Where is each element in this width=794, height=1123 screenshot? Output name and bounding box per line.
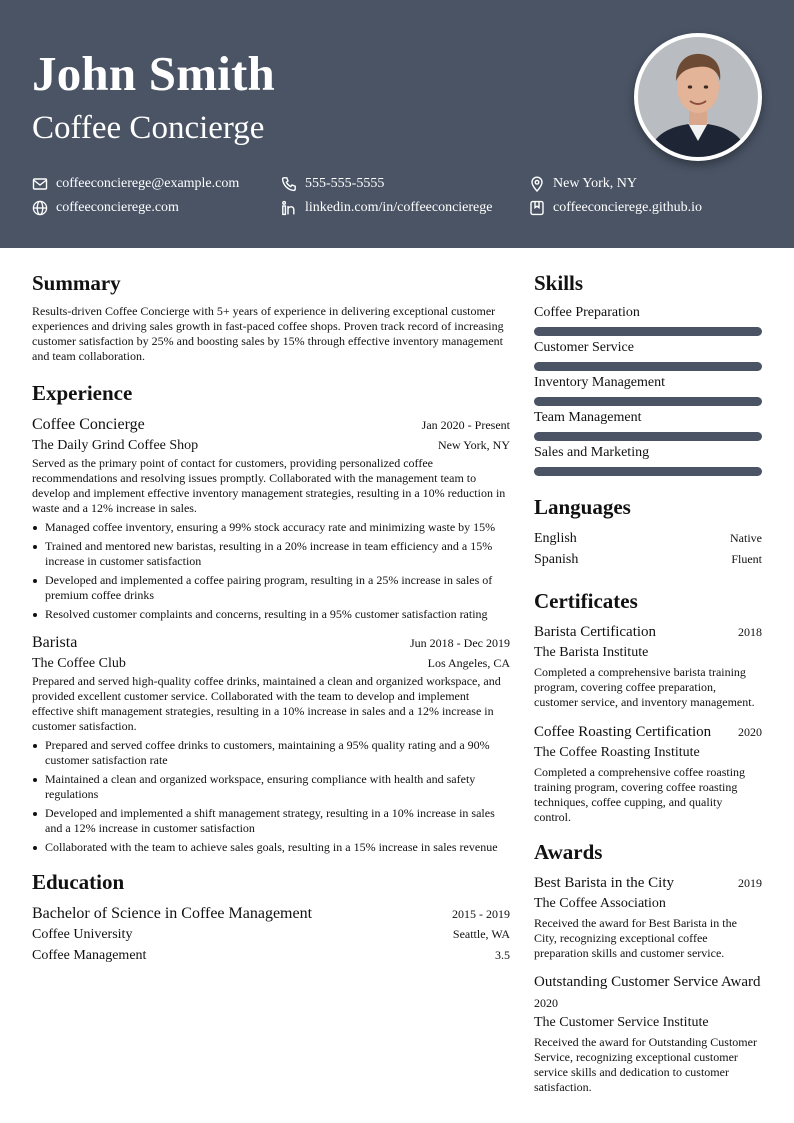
job-company: The Coffee Club <box>32 656 126 671</box>
certificate-item <box>534 722 762 825</box>
contact-linkedin-text: linkedin.com/in/coffeeconcierege <box>305 200 493 215</box>
awards-heading: Awards <box>534 840 603 864</box>
skill-name: Inventory Management <box>534 375 666 390</box>
skill-name: Team Management <box>534 410 642 425</box>
award-description: Received the award for Best Barista in the City, recognizing exceptional coffee preparation skills and customer service. <box>534 916 737 960</box>
profile-photo <box>634 33 762 161</box>
award-item <box>534 873 762 961</box>
job-title: Coffee Concierge <box>32 416 145 433</box>
education-field: Coffee Management <box>32 948 147 963</box>
list-item: Developed and implemented a coffee pairing program, resulting in a 25% increase in sales of premium coffee drinks <box>32 573 510 603</box>
language-name: English <box>534 531 577 546</box>
certificate-title: Barista Certification <box>534 624 657 640</box>
job-description: Prepared and served high-quality coffee drinks, maintained a clean and organized workspace, and provided excellent customer service. Collaborated with the team to develop and implement effective shift management strategies, resulting in a 10% increase in sales and a 12% increase in customer satisfaction. <box>32 674 501 733</box>
language-name: Spanish <box>534 552 579 567</box>
mail-icon <box>32 176 48 192</box>
skill-name: Sales and Marketing <box>534 445 650 460</box>
contact-linkedin[interactable] <box>281 199 493 217</box>
map-pin-icon <box>529 176 545 192</box>
skill-item <box>534 304 762 336</box>
certificate-issuer: The Barista Institute <box>534 645 649 660</box>
award-issuer: The Coffee Association <box>534 896 666 911</box>
certificates-section <box>534 588 762 825</box>
skill-bar <box>534 467 762 476</box>
certificates-heading: Certificates <box>534 589 638 613</box>
certificate-title: Coffee Roasting Certification <box>534 724 712 740</box>
skill-name: Coffee Preparation <box>534 305 640 320</box>
side-column <box>534 270 762 1095</box>
certificate-year: 2018 <box>738 625 762 639</box>
education-dates: 2015 - 2019 <box>452 907 510 921</box>
language-item <box>534 549 762 570</box>
certificate-description: Completed a comprehensive barista training program, covering coffee preparation, customer service, and inventory management. <box>534 665 755 709</box>
list-item: Developed and implemented a shift management strategy, resulting in a 10% increase in sales and a 12% increase in customer satisfaction <box>32 806 510 836</box>
award-issuer: The Customer Service Institute <box>534 1015 709 1030</box>
job-achievements <box>32 520 510 622</box>
job-dates: Jun 2018 - Dec 2019 <box>410 636 510 650</box>
contact-location-text: New York, NY <box>553 176 638 191</box>
list-item: Collaborated with the team to achieve sales goals, resulting in a 15% increase in sales revenue <box>32 840 510 855</box>
list-item: Managed coffee inventory, ensuring a 99% stock accuracy rate and minimizing waste by 15% <box>32 520 510 535</box>
languages-section <box>534 494 762 570</box>
award-year: 2020 <box>534 996 558 1010</box>
phone-icon <box>281 176 297 192</box>
list-item: Prepared and served coffee drinks to customers, maintaining a 95% quality rating and a 90% customer satisfaction rate <box>32 738 510 768</box>
experience-section <box>32 380 510 855</box>
summary-text: Results-driven Coffee Concierge with 5+ years of experience in delivering exceptional customer experiences and driving sales growth in fast-paced coffee shops. Proven track record of increasing customer satisfaction by 25% and boosting sales by 15% through effective inventory management and team collaboration. <box>32 304 504 363</box>
job-description: Served as the primary point of contact for customers, providing personalized coffee recommendations and resolving issues promptly. Collaborated with the management team to develop and implement effective inventory management strategies, resulting in a 10% reduction in waste and a 12% increase in sales. <box>32 456 506 515</box>
skill-bar <box>534 327 762 336</box>
skill-bar <box>534 432 762 441</box>
education-gpa: 3.5 <box>495 948 510 962</box>
job-location: New York, NY <box>437 438 510 452</box>
list-item: Maintained a clean and organized workspace, ensuring compliance with health and safety regulations <box>32 772 510 802</box>
contact-email[interactable] <box>32 175 239 193</box>
globe-icon <box>32 200 48 216</box>
job-location: Los Angeles, CA <box>427 656 510 670</box>
certificate-description: Completed a comprehensive coffee roasting training program, covering coffee roasting techniques, coffee cupping, and quality control. <box>534 765 746 824</box>
summary-heading: Summary <box>32 271 121 295</box>
skills-heading: Skills <box>534 271 584 295</box>
language-level: Native <box>730 531 762 545</box>
skills-section <box>534 270 762 476</box>
resume-header <box>0 0 794 248</box>
contact-phone[interactable] <box>281 175 384 193</box>
contact-email-text: coffeeconcierege@example.com <box>56 176 240 191</box>
list-item: Resolved customer complaints and concerns, resulting in a 95% customer satisfaction rating <box>32 607 510 622</box>
contact-github[interactable] <box>529 199 702 217</box>
certificate-item <box>534 622 762 710</box>
skill-item <box>534 409 762 441</box>
list-item: Trained and mentored new baristas, resulting in a 20% increase in team efficiency and a 15% increase in customer satisfaction <box>32 539 510 569</box>
experience-heading: Experience <box>32 381 133 405</box>
education-location: Seattle, WA <box>452 927 510 941</box>
skill-item <box>534 444 762 476</box>
skill-name: Customer Service <box>534 340 634 355</box>
awards-section <box>534 839 762 1095</box>
contact-github-text: coffeeconcierege.github.io <box>553 200 703 215</box>
skill-item <box>534 374 762 406</box>
award-item <box>534 973 762 1095</box>
job-achievements <box>32 738 510 855</box>
skill-bar <box>534 397 762 406</box>
education-degree: Bachelor of Science in Coffee Management <box>32 905 313 922</box>
job-title: Barista <box>32 634 78 651</box>
main-column <box>32 270 510 966</box>
language-level: Fluent <box>731 552 762 566</box>
avatar <box>638 37 758 157</box>
job-dates: Jan 2020 - Present <box>421 418 510 432</box>
job-entry <box>32 632 510 855</box>
job-entry <box>32 414 510 622</box>
linkedin-icon <box>281 200 297 216</box>
contact-phone-text: 555-555-5555 <box>305 176 385 191</box>
bookmark-icon <box>529 200 545 216</box>
education-school: Coffee University <box>32 927 133 942</box>
summary-section <box>32 270 510 364</box>
contact-website[interactable] <box>32 199 179 217</box>
skill-bar <box>534 362 762 371</box>
job-company: The Daily Grind Coffee Shop <box>32 438 199 453</box>
skill-item <box>534 339 762 371</box>
contact-location <box>529 175 637 193</box>
language-item <box>534 528 762 549</box>
certificate-issuer: The Coffee Roasting Institute <box>534 745 700 760</box>
candidate-name: John Smith <box>32 46 276 101</box>
certificate-year: 2020 <box>738 725 762 739</box>
award-description: Received the award for Outstanding Customer Service, recognizing exceptional customer service skills and dedication to customer satisfaction. <box>534 1035 757 1094</box>
contact-website-text: coffeeconcierege.com <box>56 200 179 215</box>
award-title: Outstanding Customer Service Award <box>534 974 761 990</box>
award-year: 2019 <box>738 876 762 890</box>
education-heading: Education <box>32 870 125 894</box>
languages-heading: Languages <box>534 495 631 519</box>
award-title: Best Barista in the City <box>534 875 674 891</box>
candidate-title: Coffee Concierge <box>32 110 265 146</box>
education-section <box>32 869 510 966</box>
